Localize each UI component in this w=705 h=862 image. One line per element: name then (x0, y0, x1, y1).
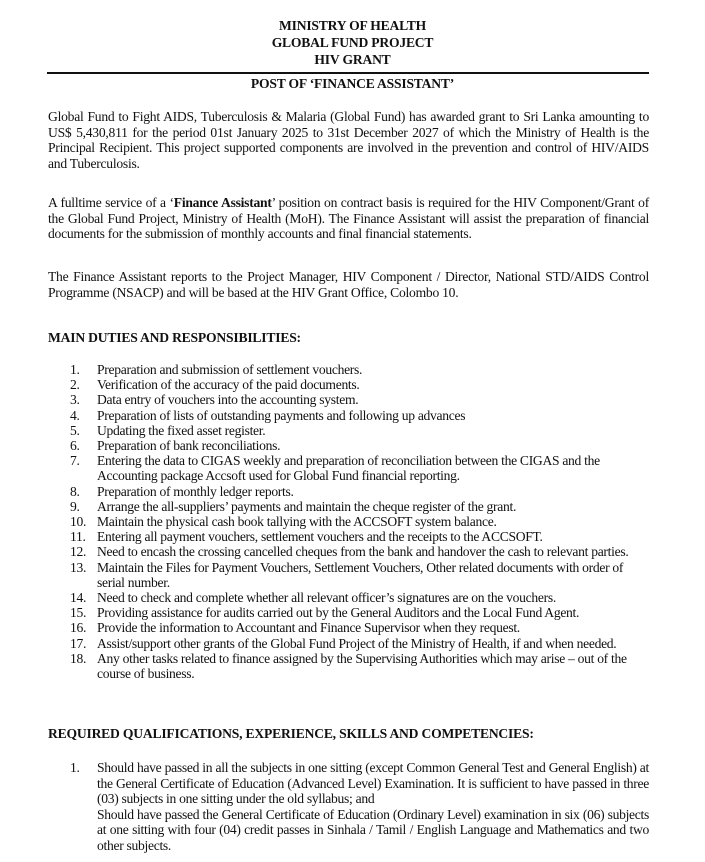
intro-paragraph-2 (48, 195, 649, 242)
duty-number: 16. (70, 620, 87, 636)
duty-item (48, 636, 649, 651)
duty-text: Preparation and submission of settlement vouchers. (97, 362, 363, 377)
duty-item (48, 544, 649, 559)
duty-text: Assist/support other grants of the Global Fund Project of the Ministry of Health, if and when needed. (97, 635, 617, 651)
duty-item (48, 423, 649, 438)
qualification-number: 1. (70, 760, 80, 775)
duty-number: 18. (70, 650, 87, 666)
duty-text: Preparation of monthly ledger reports. (97, 483, 294, 499)
duties-list (48, 362, 649, 681)
duty-number: 13. (70, 559, 87, 575)
duty-number: 3. (70, 392, 80, 408)
duty-item (48, 453, 649, 483)
duty-number: 10. (70, 514, 87, 530)
intro-paragraph-1: Global Fund to Fight AIDS, Tuberculosis & Malaria (Global Fund) has awarded grant to Sri Lanka amounting to US$ 5,430,811 for the period 01st January 2025 to 31st December 2027 of which the Ministry of Health is the Principal Recipient. This project supported components are involved in the prevention and control of HIV/AIDS and Tuberculosis. (48, 109, 649, 171)
duty-item (48, 408, 649, 423)
qualification-text-al: Should have passed in all the subjects in one sitting (except Common General Test and General English) at the General Certificate of Education (Advanced Level) Examination. It is sufficient to have passed in three (03) subjects in one sitting under the old syllabus; and (97, 760, 649, 807)
duty-number: 14. (70, 590, 87, 606)
duty-number: 7. (70, 453, 80, 469)
duty-text: Entering all payment vouchers, settlement vouchers and the receipts to the ACCSOFT. (97, 529, 543, 545)
duty-text: Data entry of vouchers into the accounting system. (97, 392, 359, 408)
duty-item (48, 438, 649, 453)
duty-item (48, 529, 649, 544)
para2-suffix: ’ position on contract basis is required for the HIV Component/Grant of the Global Fund Project, Ministry of Health (MoH). The Finance Assistant will assist the preparation of financial documents for the submission of monthly accounts and final financial statements. (48, 195, 649, 242)
duty-text: Need to encash the crossing cancelled cheques from the bank and handover the cash to relevant parties. (97, 544, 629, 560)
duty-text: Preparation of bank reconciliations. (97, 438, 281, 454)
header-divider (47, 72, 649, 74)
duty-number: 6. (70, 438, 80, 454)
qualifications-heading: REQUIRED QUALIFICATIONS, EXPERIENCE, SKILLS AND COMPETENCIES: (48, 726, 534, 741)
header-line-grant: HIV GRANT (314, 52, 391, 67)
duty-item (48, 392, 649, 407)
duty-text: Maintain the physical cash book tallying with the ACCSOFT system balance. (97, 514, 497, 530)
header-line-ministry: MINISTRY OF HEALTH (279, 18, 426, 33)
duty-number: 11. (70, 529, 86, 545)
duty-item (48, 514, 649, 529)
duty-text: Entering the data to CIGAS weekly and preparation of reconciliation between the CIGAS and the Accounting package Accsoft used for Global Fund financial reporting. (97, 453, 600, 484)
duty-text: Verification of the accuracy of the paid documents. (97, 377, 360, 393)
duty-text: Need to check and complete whether all relevant officer’s signatures are on the vouchers. (97, 590, 556, 606)
duty-number: 9. (70, 498, 80, 514)
duty-number: 15. (70, 605, 87, 621)
duty-number: 5. (70, 422, 80, 438)
duty-item (48, 377, 649, 392)
position-name: Finance Assistant (173, 195, 272, 210)
duty-item (48, 620, 649, 635)
duty-text: Providing assistance for audits carried out by the General Auditors and the Local Fund Agent. (97, 605, 580, 621)
duty-number: 4. (70, 407, 80, 423)
post-title: POST OF ‘FINANCE ASSISTANT’ (250, 76, 455, 91)
duties-heading: MAIN DUTIES AND RESPONSIBILITIES: (48, 330, 301, 345)
document-header (0, 17, 705, 68)
duty-number: 1. (70, 362, 80, 377)
duty-item (48, 651, 649, 681)
duty-item (48, 605, 649, 620)
qualification-text-ol: Should have passed the General Certificate of Education (Ordinary Level) examination in six (06) subjects at one sitting with four (04) credit passes in Sinhala / Tamil / English Language and Mathematics and two other subjects. (97, 806, 649, 853)
intro-paragraph-3: The Finance Assistant reports to the Project Manager, HIV Component / Director, National STD/AIDS Control Programme (NSACP) and will be based at the HIV Grant Office, Colombo 10. (48, 269, 649, 300)
qualification-item (48, 760, 649, 854)
para2-prefix: A fulltime service of a ‘ (48, 195, 174, 210)
header-line-project: GLOBAL FUND PROJECT (271, 35, 434, 50)
duty-number: 17. (70, 635, 87, 651)
duty-item (48, 484, 649, 499)
duty-text: Preparation of lists of outstanding payments and following up advances (97, 407, 466, 423)
duty-text: Maintain the Files for Payment Vouchers, Settlement Vouchers, Other related documents with order of serial number. (97, 559, 624, 590)
duty-number: 12. (70, 544, 87, 560)
duty-item (48, 560, 649, 590)
duty-item (48, 499, 649, 514)
duty-number: 2. (70, 377, 80, 393)
qualifications-list (48, 760, 649, 854)
duty-item (48, 590, 649, 605)
duty-text: Any other tasks related to finance assigned by the Supervising Authorities which may arise – out of the course of business. (97, 650, 627, 682)
duty-item (48, 362, 649, 377)
duty-number: 8. (70, 483, 80, 499)
duty-text: Arrange the all-suppliers’ payments and maintain the cheque register of the grant. (97, 498, 517, 514)
duty-text: Updating the fixed asset register. (97, 422, 266, 438)
duty-text: Provide the information to Accountant and Finance Supervisor when they request. (97, 620, 520, 636)
